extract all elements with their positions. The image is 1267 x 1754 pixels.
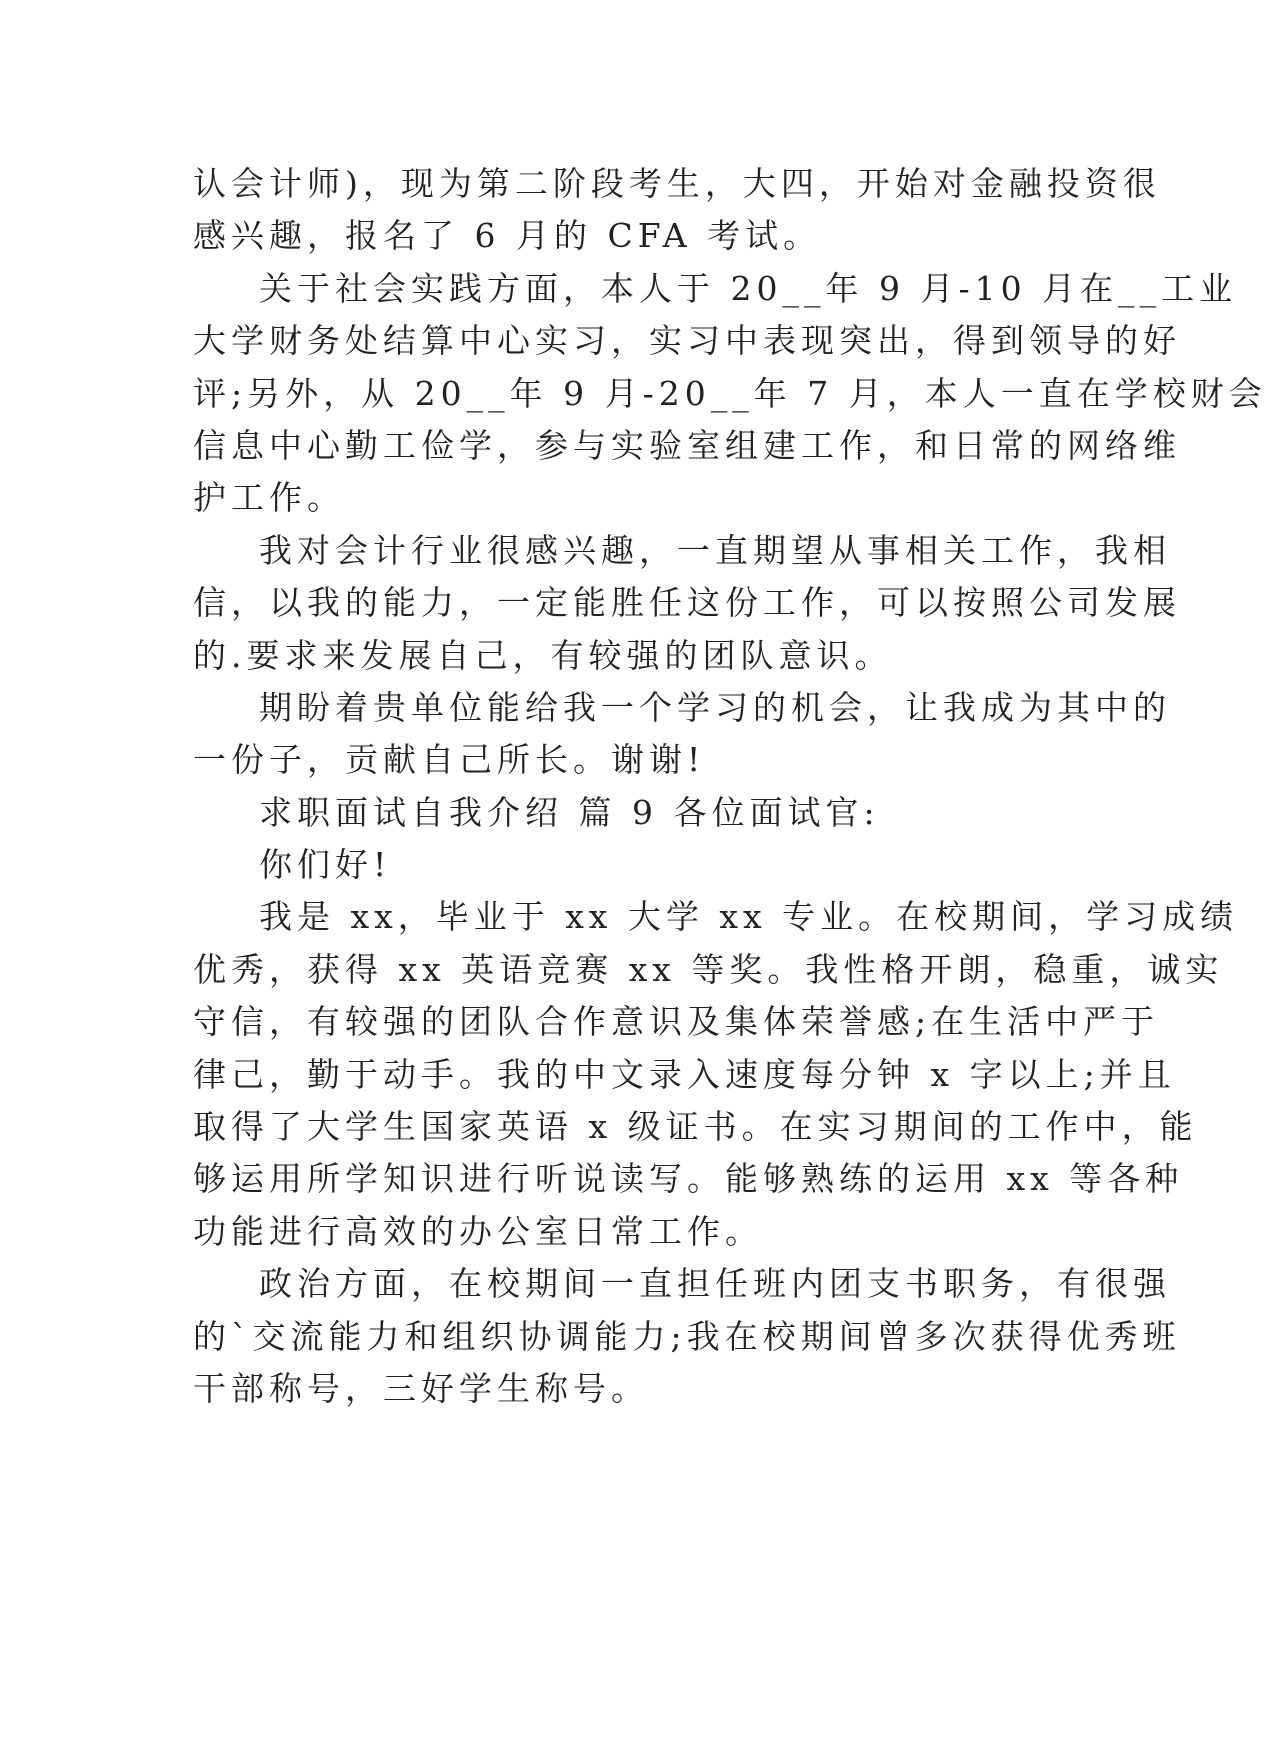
text-line: 优秀，获得 xx 英语竞赛 xx 等奖。我性格开朗，稳重，诚实 xyxy=(193,949,1224,989)
text-line: 守信，有较强的团队合作意识及集体荣誉感;在生活中严于 xyxy=(193,1002,1160,1042)
text-line: 感兴趣，报名了 6 月的 CFA 考试。 xyxy=(193,216,822,256)
text-line: 信息中心勤工俭学，参与实验室组建工作，和日常的网络维 xyxy=(193,425,1181,465)
document-body xyxy=(193,158,1267,1415)
text-line: 信，以我的能力，一定能胜任这份工作，可以按照公司发展 xyxy=(193,583,1181,623)
text-line: 评;另外，从 20__年 9 月-20__年 7 月，本人一直在学校财会 xyxy=(193,373,1267,413)
text-line: 的.要求来发展自己，有较强的团队意识。 xyxy=(193,635,893,675)
paragraph-start-line: 关于社会实践方面，本人于 20__年 9 月-10 月在__工业 xyxy=(259,268,1238,308)
paragraph-start-line: 我对会计行业很感兴趣，一直期望从事相关工作，我相 xyxy=(259,530,1171,570)
section-heading: 求职面试自我介绍 篇 9 各位面试官: xyxy=(259,792,880,832)
text-line: 取得了大学生国家英语 x 级证书。在实习期间的工作中，能 xyxy=(193,1107,1198,1147)
text-line: 干部称号，三好学生称号。 xyxy=(193,1368,649,1408)
paragraph-start-line: 政治方面，在校期间一直担任班内团支书职务，有很强 xyxy=(259,1264,1171,1304)
text-line: 认会计师)，现为第二阶段考生，大四，开始对金融投资很 xyxy=(193,164,1161,203)
text-line: 护工作。 xyxy=(193,478,345,518)
text-line: 够运用所学知识进行听说读写。能够熟练的运用 xx 等各种 xyxy=(193,1159,1184,1199)
paragraph-start-line: 我是 xx，毕业于 xx 大学 xx 专业。在校期间，学习成绩 xyxy=(259,897,1239,937)
paragraph-start-line: 期盼着贵单位能给我一个学习的机会，让我成为其中的 xyxy=(259,687,1171,727)
greeting-line: 你们好! xyxy=(259,845,392,885)
text-line: 功能进行高效的办公室日常工作。 xyxy=(193,1211,763,1251)
text-line: 律己，勤于动手。我的中文录入速度每分钟 x 字以上;并且 xyxy=(193,1054,1176,1094)
text-line: 一份子，贡献自己所长。谢谢! xyxy=(193,740,706,780)
text-line: 大学财务处结算中心实习，实习中表现突出，得到领导的好 xyxy=(193,321,1181,361)
text-line: 的`交流能力和组织协调能力;我在校期间曾多次获得优秀班 xyxy=(193,1316,1181,1356)
